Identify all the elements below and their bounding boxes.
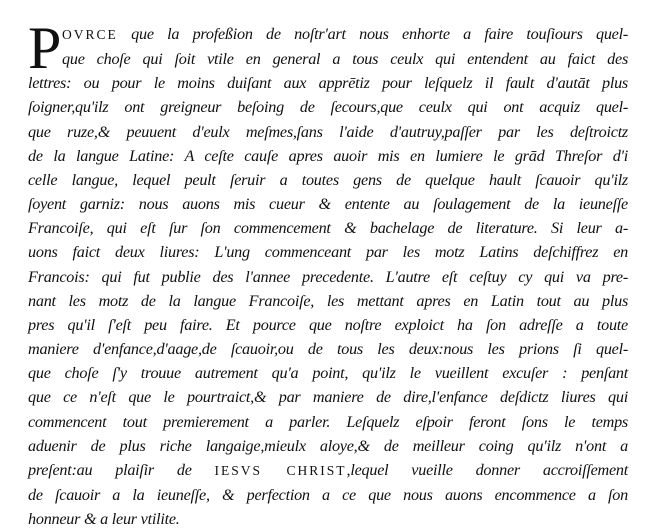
line-text: Francois: qui fut publie des l'annee precedente. L'autre eſt ceſtuy cy qui va pre-	[28, 267, 628, 286]
text-line	[28, 71, 628, 95]
line-text: de la langue Latine: A ceſte cauſe apres auoir mis en lumiere le grād Threſor d'i	[28, 146, 628, 165]
text-line	[28, 313, 628, 337]
line-text: aduenir de plus riche langaige,mieulx aloye,& de meilleur coing qu'ilz n'ont a	[28, 436, 628, 455]
text-line	[28, 507, 628, 531]
line-text-continued: ,lequel vueille donner accroiſſement	[346, 460, 628, 479]
small-caps-text: OVRCE	[62, 27, 118, 42]
line-text: que choſe qui ſoit vtile en general a tous ceulx qui entendent au faict des	[62, 50, 628, 69]
line-text: celle langue, lequel peult ſeruir a toutes gens de quelque hault ſcauoir qu'ilz	[28, 170, 628, 189]
line-text: ſoyent garniz: nous auons mis cueur & entente au ſoulagement de la ieuneſſe	[28, 195, 628, 214]
line-text: lettres: ou pour le moins duiſant aux apprētiz pour leſquelz il fault d'autāt plus	[28, 74, 628, 93]
line-text: pres qu'il ſ'eſt peu faire. Et pource que noſtre exploict ha ſon adreſſe a toute	[28, 315, 628, 334]
small-caps-text: IESVS CHRIST	[214, 462, 347, 478]
text-line	[28, 216, 628, 240]
line-text: preſent:au plaiſir de	[28, 460, 215, 479]
text-line	[28, 192, 628, 216]
line-text-continued: que la profeßion de noſtr'art nous enhorte a faire touſiours quel-	[117, 25, 628, 43]
text-line	[28, 458, 628, 483]
text-line	[28, 22, 628, 47]
line-text: que choſe ſ'y trouue autrement qu'a point, qu'ilz le vueillent excuſer : penſant	[28, 364, 628, 383]
text-line	[28, 95, 628, 119]
text-lines	[28, 15, 628, 531]
text-line	[28, 144, 628, 168]
text-line	[28, 483, 628, 507]
text-line	[28, 434, 628, 458]
text-line	[28, 168, 628, 192]
line-text: Francoiſe, qui eſt ſur ſon commencement & bachelage de literature. Si leur a-	[28, 219, 628, 238]
line-text: uons faict deux liures: L'ung commenceant par les motz Latins deſchiffrez en	[28, 243, 628, 262]
text-line	[28, 385, 628, 409]
text-line	[28, 289, 628, 313]
text-line	[28, 47, 628, 71]
text-line	[28, 265, 628, 289]
drop-cap-initial: P	[28, 15, 62, 81]
line-text: commencent tout premierement a parler. Leſquelz eſpoir feront ſons le temps	[28, 412, 628, 431]
line-text: ſoigner,qu'ilz ont greigneur beſoing de ſecours,que ceulx qui ont acquiz quel-	[28, 98, 628, 117]
text-line	[28, 120, 628, 144]
line-text: nant les motz de la langue Francoiſe, les mettant apres en Latin tout au plus	[28, 291, 628, 310]
body-text	[28, 15, 628, 531]
text-line	[28, 410, 628, 434]
text-line	[28, 337, 628, 361]
text-line	[28, 240, 628, 264]
line-text: de ſcauoir a la ieuneſſe, & perfection a ce que nous auons encommence a ſon	[28, 485, 628, 504]
line-text: maniere d'enfance,d'aage,de ſcauoir,ou de tous les deux:nous les prions ſi quel-	[28, 340, 628, 359]
line-text: honneur & a leur vtilite.	[28, 510, 180, 529]
text-line	[28, 361, 628, 385]
line-text: que ce n'eſt que le pourtraict,& par maniere de dire,l'enfance deſdictz liures qui	[28, 388, 628, 407]
line-text: que ruze,& peuuent d'eulx meſmes,ſans l'aide d'autruy,paſſer par les deſtroictz	[28, 122, 628, 141]
